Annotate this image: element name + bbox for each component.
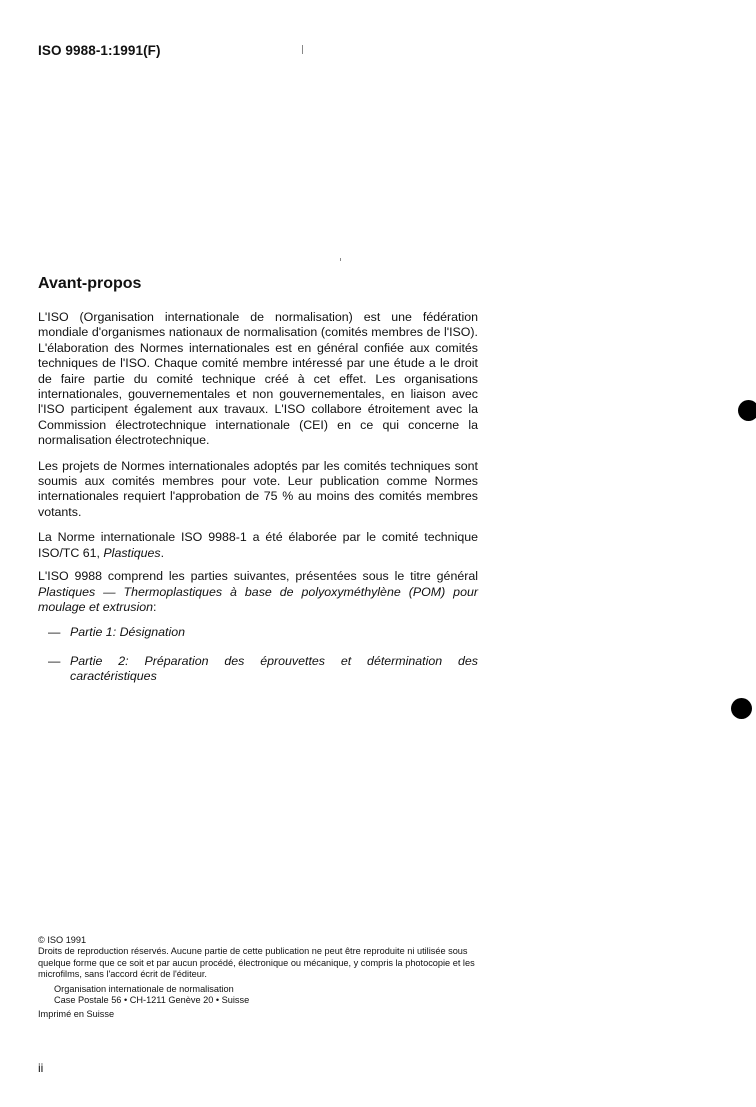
document-id-header: ISO 9988-1:1991(F): [38, 43, 161, 58]
printed-in: Imprimé en Suisse: [38, 1009, 115, 1020]
part-label: Partie 1: Désignation: [70, 625, 186, 640]
punch-hole: [731, 698, 752, 719]
rights-statement: Droits de reproduction réservés. Aucune partie de cette publication ne peut être reproduite ni utilisée sous quelque forme que ce soit et par aucun procédé, électronique ou mécanique, y compris la photocopie et les microfilms, sans l'accord écrit de l'éditeur.: [38, 946, 475, 980]
list-dash: —: [48, 653, 61, 668]
section-title: Avant-propos: [38, 275, 142, 292]
tc-text: La Norme internationale ISO 9988-1 a été élaborée par le comité technique ISO/TC 61,: [38, 530, 478, 560]
scan-speck: [302, 45, 303, 54]
list-dash: —: [48, 625, 61, 640]
punch-hole: [738, 400, 756, 421]
paragraph-parts-intro: [38, 569, 478, 615]
paragraph-technical-committee: [38, 530, 478, 561]
copyright-line: © ISO 1991: [38, 935, 87, 945]
organisation-name: Organisation internationale de normalisation: [54, 983, 234, 994]
foreword-body: [38, 310, 478, 698]
list-item: [38, 654, 478, 685]
tc-name-italic: Plastiques: [103, 545, 161, 560]
copyright-notice: [38, 935, 478, 1021]
postal-address: Case Postale 56 • CH-1211 Genève 20 • Suisse: [54, 995, 250, 1006]
part-label: Partie 2: Préparation des éprouvettes et détermination des caractéristiques: [70, 653, 478, 684]
parts-intro-text: L'ISO 9988 comprend les parties suivantes, présentées sous le titre général: [38, 569, 478, 584]
general-title-italic: Plastiques — Thermoplastiques à base de polyoxyméthylène (POM) pour moulage et extrusion: [38, 584, 478, 614]
scan-speck: [340, 258, 341, 261]
list-item: [38, 625, 478, 640]
parts-intro-end: :: [153, 599, 157, 614]
parts-list: [38, 625, 478, 684]
paragraph-iso-intro: L'ISO (Organisation internationale de normalisation) est une fédération mondiale d'organismes nationaux de normalisation (comités membres de l'ISO). L'élaboration des Normes internationales est en général confiée aux comités techniques de l'ISO. Chaque comité membre intéressé par une étude a le droit de faire partie du comité technique créé à cet effet. Les organisations internationales, gouvernementales et non gouvernementales, en liaison avec l'ISO participent également aux travaux. L'ISO collabore étroitement avec la Commission électrotechnique internationale (CEI) en ce qui concerne la normalisation électrotechnique.: [38, 310, 478, 448]
paragraph-draft-standards: Les projets de Normes internationales adoptés par les comités techniques sont soumis aux comités membres pour vote. Leur publication comme Normes internationales requiert l'approbation de 75 % au moins des comités membres votants.: [38, 458, 478, 519]
page-number: ii: [38, 1061, 44, 1075]
tc-text-end: .: [160, 545, 165, 560]
